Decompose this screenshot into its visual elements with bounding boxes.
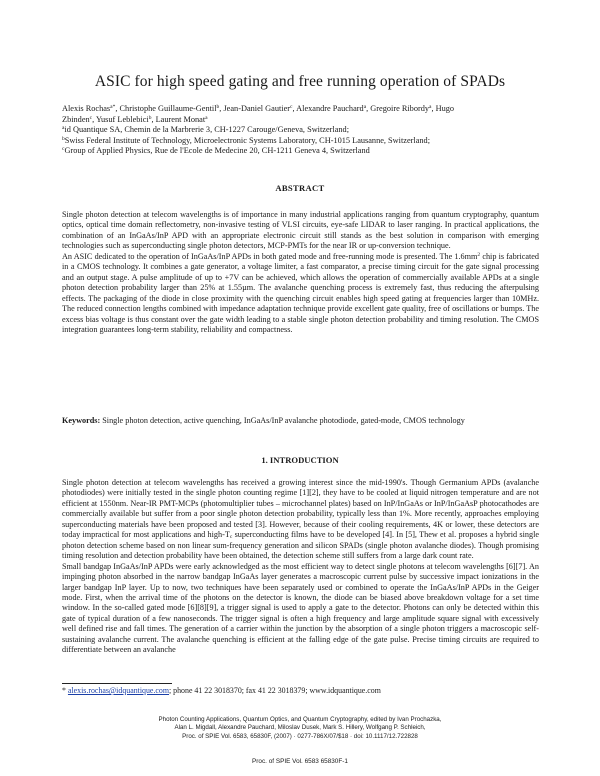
author-affil-mark: c	[89, 114, 93, 121]
author-affil-mark: c	[290, 104, 293, 110]
paper-title: ASIC for high speed gating and free running operation of SPADs	[94, 73, 506, 90]
keywords	[62, 416, 539, 426]
affiliation-c	[62, 146, 542, 157]
author-name: , Alexandre Pauchard	[292, 104, 364, 113]
author-affil-mark: b	[148, 114, 152, 121]
intro-text: superconducting films have to be developed [4]. In [5], Thew et al. proposes a hybrid single photon detection scheme based on non linear sum-frequency generation and silicon SPADs (single photon avalanche diodes). Though promising timing resolution and detection probability have been obtained, the detection scheme still suffers from a large dark count rate.	[62, 530, 539, 561]
abstract-paragraph-1: Single photon detection at telecom wavelengths is of importance in many industrial applications ranging from quantum cryptography, quantum optics, optical time domain reflectometry, non-invasive testing of VLSI circuits, eye-safe LIDAR to laser ranging. In practical applications, the combination of an InGaAs/InP APD with an appropriate electronic circuit still stands as the best solution in comparison with emerging technologies such as superconducting single photon detectors, MCP-PMTs for the near IR or up-conversion technique.	[62, 210, 539, 251]
footnote-contact: ; phone 41 22 3018370; fax 41 22 3018379; www.idquantique.com	[169, 686, 381, 695]
author-name: , Jean-Daniel Gautier	[219, 104, 291, 113]
superscript: 2	[477, 251, 481, 258]
author-name: Alexis Rochas	[62, 104, 111, 113]
intro-paragraph-2: Small bandgap InGaAs/InP APDs were early acknowledged as the most efficient way to detect single photons at telecom wavelengths [6][7]. An impinging photon absorbed in the narrow bandgap InGaAs layer generates a macroscopic current pulse by successive impact ionizations in the larger bandgap InP layer. Up to now, two techniques have been separately used or combined to operate the InGaAs/InP APDs in the Geiger mode. First, when the arrival time of the photons on the detector is known, the diode can be biased above breakdown voltage for a set time window. In the so-called gated mode [6][8][9], a trigger signal is used to apply a gate to the detector. Photons can only be detected within this gate of typical duration of a few nanoseconds. The trigger signal is often a high frequency and large amplitude square signal with excessively well defined rise and fall times. The generation of a carrier within the junction by the absorption of a single photon triggers a macroscopic self-sustaining avalanche current. The avalanche quenching is efficient at the falling edge of the gate pulse. Precise timing circuits are required to differentiate between an avalanche	[62, 561, 539, 655]
author-block	[62, 104, 542, 157]
abstract-body	[62, 210, 539, 335]
author-name: , Laurent Monat	[151, 114, 206, 124]
pubinfo-line: Alan L. Migdall, Alexandre Pauchard, Miloslav Dusek, Mark S. Hillery, Wolfgang P. Schleich,	[174, 724, 426, 732]
author-affil-mark: a	[205, 114, 208, 121]
affiliation-text: id Quantique SA, Chemin de la Marbrerie 3, CH-1227 Carouge/Geneva, Switzerland;	[64, 125, 350, 135]
affiliation-mark: b	[62, 135, 65, 142]
pubinfo-line: Proc. of SPIE Vol. 6583, 65830F, (2007) · 0277-786X/07/$18 · doi: 10.1117/12.722828	[182, 732, 418, 740]
abstract-text: chip is fabricated in a CMOS technology. It combines a gate generator, a voltage limiter, a fast comparator, a precise timing circuit for the gate signal processing and an output stage. A pulse amplitude of up to +7V can be achieved, which allows the operation of commercially available APDs at a single photon detection probability larger than 25% at 1.55µm. The avalanche quenching process is extremely fast, thus reducing the afterpulsing effects. The packaging of the diode in close proximity with the quenching circuit enables high speed gating at frequencies larger than 10MHz. The reduced connection lengths combined with impedance adaptation technique provide excellent gate quality, free of oscillations or bumps. The excess bias voltage is thus constant over the gate width leading to a stable single photon detection probability and timing resolution. The CMOS integration guarantees long-term stability, reliability and compactness.	[62, 251, 539, 334]
author-name: , Gregoire Ribordy	[366, 104, 430, 113]
affiliation-a	[62, 125, 542, 136]
author-name: , Yusuf Leblebici	[92, 114, 149, 124]
abstract-paragraph-2	[62, 252, 539, 336]
intro-paragraph-1	[62, 478, 539, 562]
author-name: , Hugo	[431, 104, 455, 113]
affiliation-text: Group of Applied Physics, Rue de l'Ecole de Medecine 20, CH-1211 Geneva 4, Switzerland	[64, 146, 370, 156]
author-line-2	[62, 115, 542, 126]
affiliation-text: Swiss Federal Institute of Technology, Microelectronic Systems Laboratory, CH-1015 Lausanne, Switzerland;	[64, 135, 430, 145]
pubinfo-line: Photon Counting Applications, Quantum Optics, and Quantum Cryptography, edited by Ivan Prochazka,	[158, 716, 442, 723]
author-affil-mark: a	[363, 104, 367, 110]
affiliation-mark: a	[62, 125, 65, 132]
affiliation-b	[62, 136, 542, 147]
author-name: , Christophe Guillaume-Gentil	[115, 104, 217, 113]
page-footer: Proc. of SPIE Vol. 6583 65830F-1	[252, 758, 348, 765]
keywords-label: Keywords:	[62, 416, 101, 425]
affiliation-mark: c	[62, 146, 65, 153]
email-link[interactable]: alexis.rochas@idquantique.com	[67, 686, 169, 695]
abstract-text: An ASIC dedicated to the operation of InGaAs/InP APDs in both gated mode and free-running mode is presented. The 1.6mm	[62, 251, 478, 261]
author-affil-mark: a*	[110, 104, 116, 110]
author-affil-mark: b	[216, 104, 220, 110]
subscript: c	[229, 534, 233, 541]
footnote	[62, 686, 539, 696]
author-line-1	[62, 104, 542, 115]
author-affil-mark: a	[429, 104, 432, 110]
abstract-heading: ABSTRACT	[275, 183, 325, 193]
footnote-rule	[62, 683, 172, 684]
publication-info	[0, 716, 600, 741]
introduction-heading: 1. INTRODUCTION	[261, 455, 339, 465]
keywords-text: Single photon detection, active quenching, InGaAs/InP avalanche photodiode, gated-mode, CMOS technology	[100, 416, 465, 425]
intro-text: Single photon detection at telecom wavelengths has received a growing interest since the mid-1990's. Though Germanium APDs (avalanche photodiodes) were initially tested in the single photon counting regime [1][2], they have to be cooled at liquid nitrogen temperature and are not efficient at 1550nm. Near-IR PMT-MCPs (photomultiplier tubes – microchannel plates) based on InP/InGaAs or InP/InGaAsP photocathodes are commercially available but suffer from a poor single photon detection probability, typically less than 1%. More recently, approaches employing superconducting materials have been proposed and tested [3]. However, because of their cooling requirements, 4K or lower, these detectors are today impractical for most applications and high-T	[62, 478, 539, 540]
footnote-mark: *	[62, 686, 66, 695]
introduction-body	[62, 478, 539, 656]
author-name: Zbinden	[62, 114, 90, 124]
